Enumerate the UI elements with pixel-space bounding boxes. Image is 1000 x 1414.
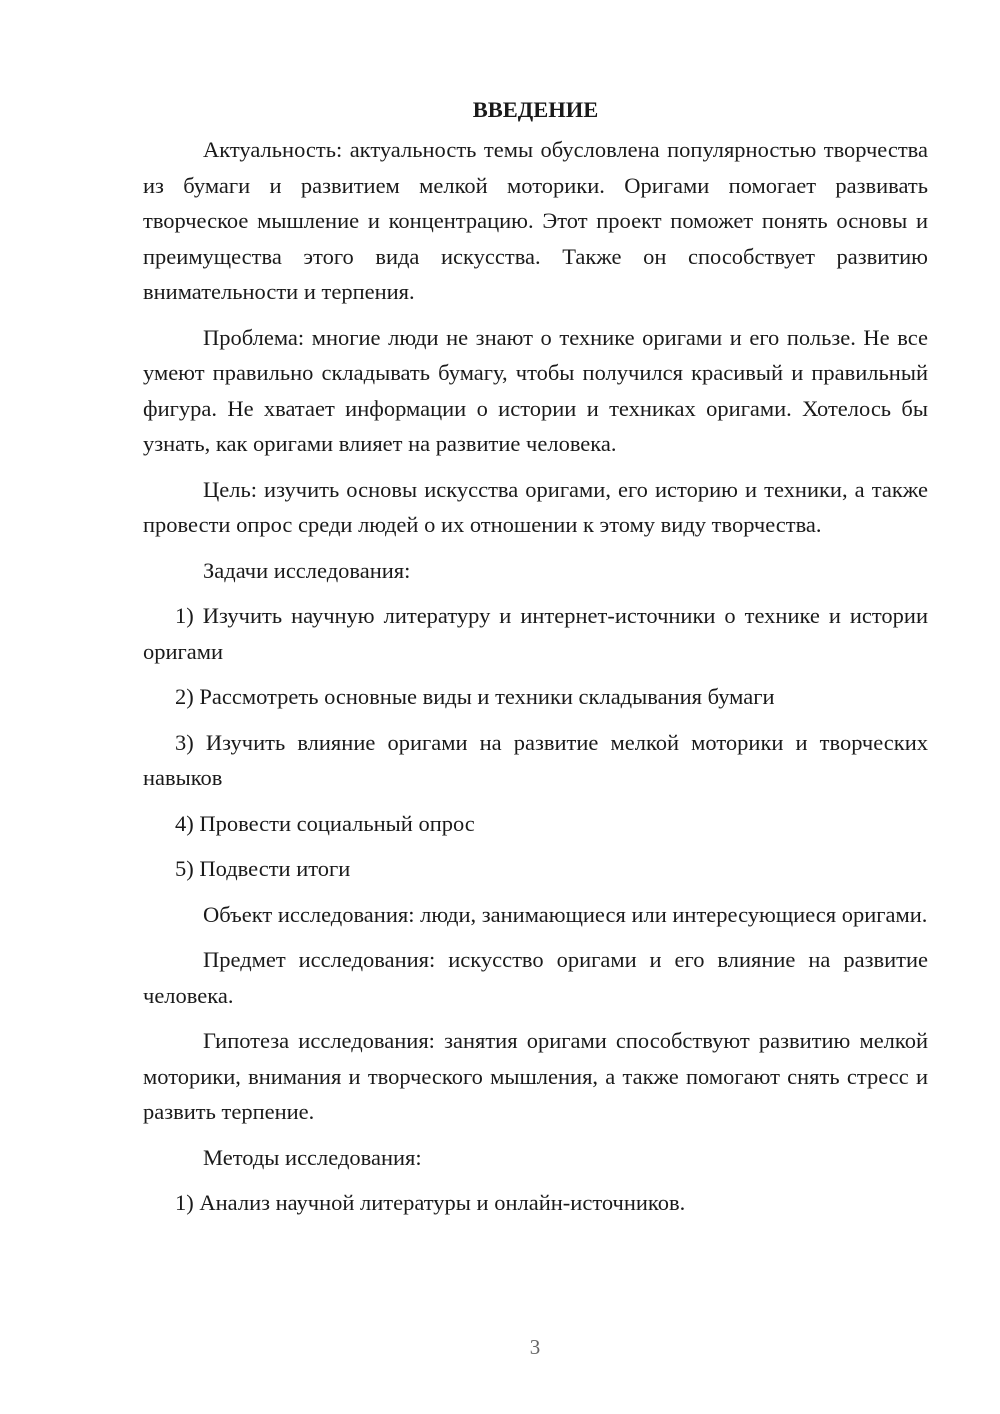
task-item-1: 1) Изучить научную литературу и интернет-источники о технике и истории оригами — [143, 603, 928, 664]
methods-heading: Методы исследования: — [203, 1144, 422, 1170]
task-item-3: 3) Изучить влияние оригами на развитие мелкой моторики и творческих навыков — [143, 729, 928, 790]
page-content — [143, 92, 928, 1231]
page-number: 3 — [529, 1335, 541, 1359]
method-item-1: 1) Анализ научной литературы и онлайн-источников. — [175, 1190, 686, 1215]
task-item-4: 4) Провести социальный опрос — [175, 810, 475, 836]
task-item-2: 2) Рассмотреть основные виды и техники складывания бумаги — [175, 684, 775, 709]
task-item-5: 5) Подвести итоги — [175, 856, 351, 881]
problem-paragraph: Проблема: многие люди не знают о технике оригами и его пользе. Не все умеют правильно складывать бумагу, чтобы получился красивый и правильный фигура. Не хватает информации о истории и техниках оригами. Хотелось бы узнать, как оригами влияет на развитие человека. — [143, 324, 928, 456]
tasks-heading: Задачи исследования: — [203, 557, 411, 583]
object-paragraph: Объект исследования: люди, занимающиеся или интересующиеся оригами. — [203, 901, 928, 927]
section-title: ВВЕДЕНИЕ — [472, 97, 599, 122]
goal-paragraph: Цель: изучить основы искусства оригами, его историю и техники, а также провести опрос среди людей о их отношении к этому виду творчества. — [143, 476, 928, 537]
relevance-paragraph: Актуальность: актуальность темы обусловлена популярностью творчества из бумаги и развитием мелкой моторики. Оригами помогает развивать творческое мышление и концентрацию. Этот проект поможет понять основы и преимущества этого вида искусства. Также он способствует развитию внимательности и терпения. — [143, 137, 928, 304]
subject-paragraph: Предмет исследования: искусство оригами и его влияние на развитие человека. — [143, 947, 928, 1008]
hypothesis-paragraph: Гипотеза исследования: занятия оригами способствуют развитию мелкой моторики, внимания и творческого мышления, а также помогают снять стресс и развить терпение. — [143, 1028, 928, 1124]
